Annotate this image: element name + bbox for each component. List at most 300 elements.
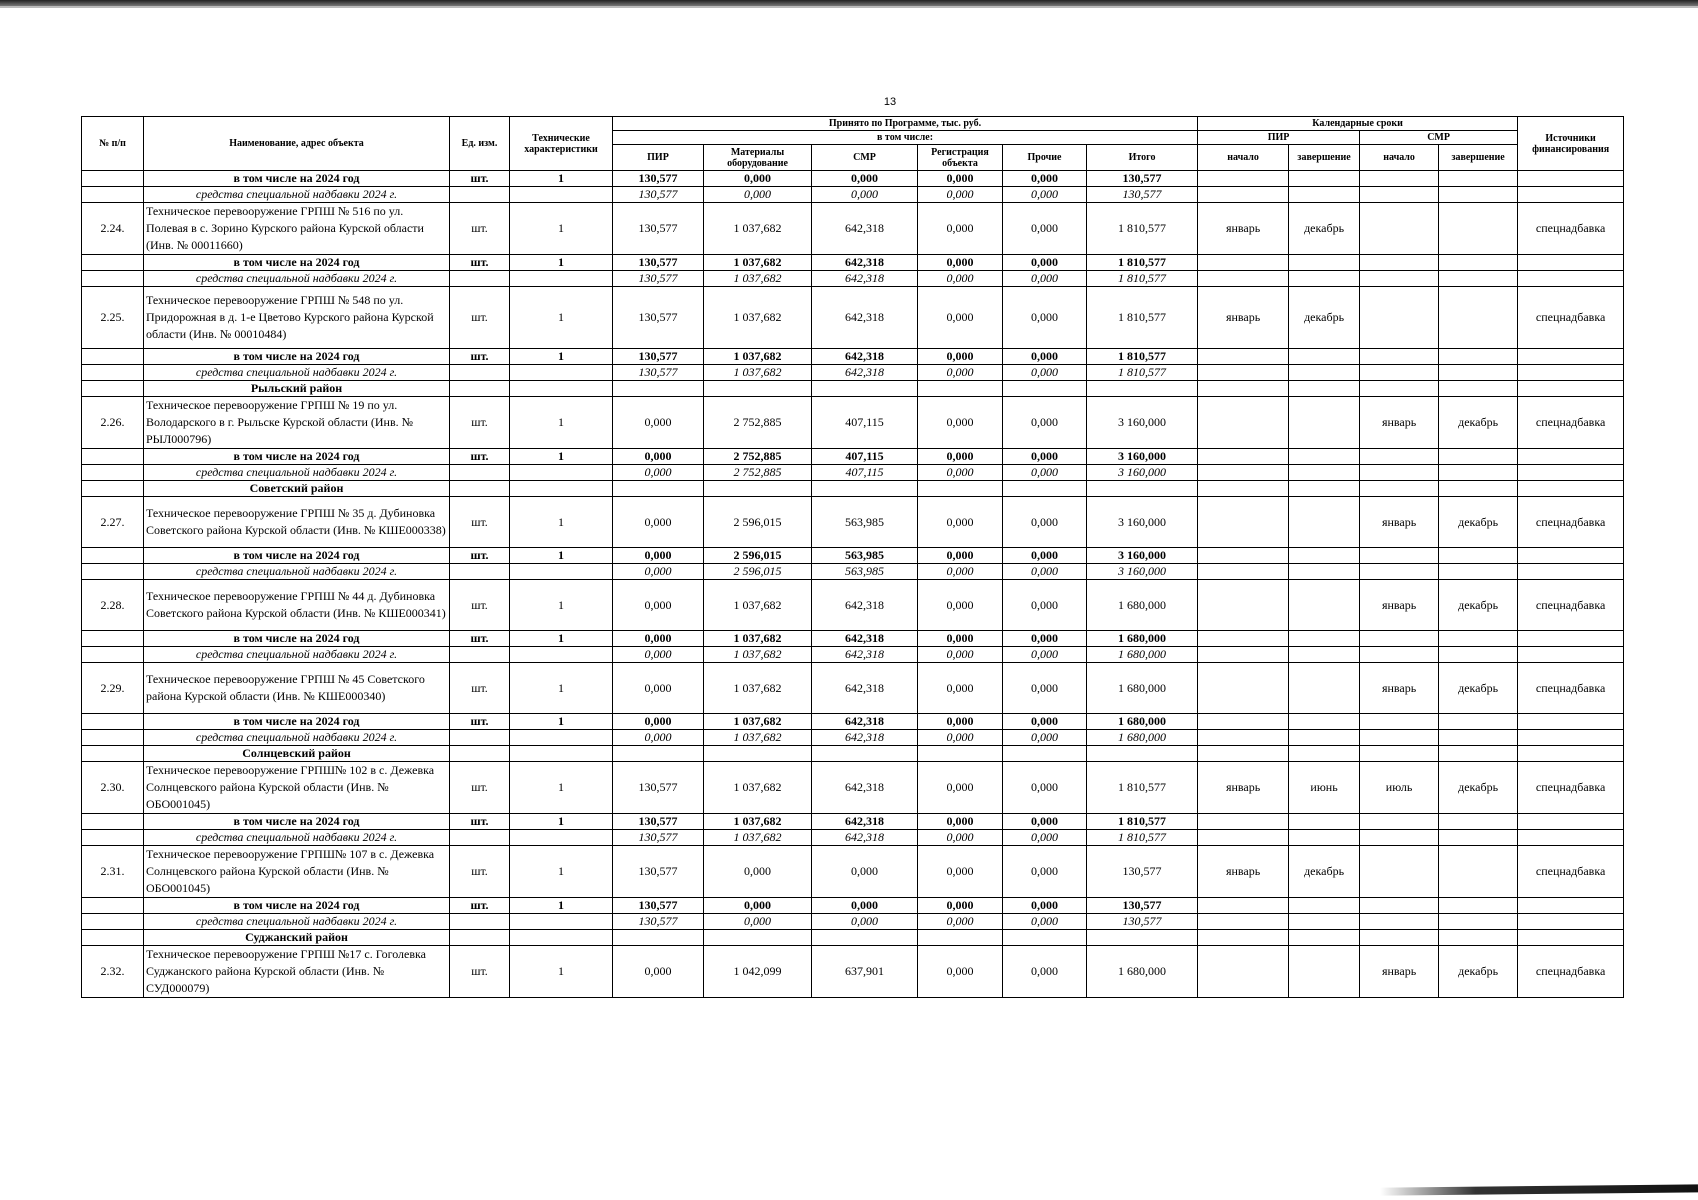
smr-end-cell: декабрь: [1439, 397, 1518, 449]
empty-cell: [1198, 187, 1289, 203]
empty-cell: [1518, 271, 1624, 287]
smr-cell: 637,901: [812, 946, 918, 998]
smr-cell: 642,318: [812, 255, 918, 271]
empty-cell: [1360, 187, 1439, 203]
tech-cell: 1: [510, 349, 613, 365]
empty-cell: [1360, 255, 1439, 271]
empty-cell: [82, 631, 144, 647]
smr-start-cell: [1360, 287, 1439, 349]
total-cell: 1 680,000: [1087, 663, 1198, 714]
materials-cell: 1 037,682: [704, 203, 812, 255]
other-cell: 0,000: [1003, 397, 1087, 449]
materials-cell: 0,000: [704, 846, 812, 898]
tech-cell: 1: [510, 397, 613, 449]
smr-end-cell: декабрь: [1439, 663, 1518, 714]
total-cell: 130,577: [1087, 898, 1198, 914]
pir-cell: 130,577: [613, 762, 704, 814]
empty-cell: [1518, 187, 1624, 203]
empty-cell: [82, 465, 144, 481]
empty-cell: [82, 914, 144, 930]
empty-cell: [1360, 564, 1439, 580]
materials-cell: 1 037,682: [704, 349, 812, 365]
special-surcharge-row: [82, 187, 1624, 203]
smr-cell: 407,115: [812, 449, 918, 465]
tech-cell: [510, 271, 613, 287]
smr-cell: 0,000: [812, 898, 918, 914]
row-number: 2.24.: [82, 203, 144, 255]
registration-cell: 0,000: [918, 465, 1003, 481]
object-name: Техническое перевооружение ГРПШ № 516 по ул. Полевая в с. Зорино Курского района Курской области (Инв. № 00011660): [144, 203, 450, 255]
total-cell: 3 160,000: [1087, 564, 1198, 580]
smr-end-cell: декабрь: [1439, 497, 1518, 548]
subtotal-label: средства специальной надбавки 2024 г.: [144, 914, 450, 930]
tech-cell: 1: [510, 171, 613, 187]
subtotal-label: средства специальной надбавки 2024 г.: [144, 647, 450, 663]
tech-cell: [510, 564, 613, 580]
program-table: [81, 116, 1624, 998]
total-cell: 1 810,577: [1087, 365, 1198, 381]
special-surcharge-row: [82, 730, 1624, 746]
special-surcharge-row: [82, 465, 1624, 481]
smr-cell: 0,000: [812, 846, 918, 898]
unit-cell: шт.: [450, 497, 510, 548]
empty-cell: [1289, 255, 1360, 271]
smr-cell: 642,318: [812, 814, 918, 830]
scan-edge-bottom: [1380, 1184, 1698, 1195]
empty-cell: [1198, 830, 1289, 846]
special-surcharge-row: [82, 647, 1624, 663]
source-cell: спецнадбавка: [1518, 663, 1624, 714]
tech-cell: [510, 187, 613, 203]
tech-cell: 1: [510, 287, 613, 349]
header-sources: Источники финансирования: [1518, 117, 1624, 171]
empty-cell: [1198, 365, 1289, 381]
empty-cell: [1003, 746, 1087, 762]
subtotal-label: средства специальной надбавки 2024 г.: [144, 830, 450, 846]
subtotal-label: в том числе на 2024 год: [144, 349, 450, 365]
empty-cell: [1439, 814, 1518, 830]
materials-cell: 2 752,885: [704, 449, 812, 465]
registration-cell: 0,000: [918, 548, 1003, 564]
materials-cell: 1 042,099: [704, 946, 812, 998]
subtotal-label: средства специальной надбавки 2024 г.: [144, 564, 450, 580]
object-name: Техническое перевооружение ГРПШ № 19 по ул. Володарского в г. Рыльске Курской области (Инв. № РЫЛ000796): [144, 397, 450, 449]
object-row: [82, 762, 1624, 814]
other-cell: 0,000: [1003, 647, 1087, 663]
empty-cell: [1518, 647, 1624, 663]
tech-cell: 1: [510, 762, 613, 814]
district-name: Солнцевский район: [144, 746, 450, 762]
pir-end-cell: декабрь: [1289, 203, 1360, 255]
pir-start-cell: [1198, 397, 1289, 449]
district-row: [82, 381, 1624, 397]
smr-end-cell: [1439, 287, 1518, 349]
empty-cell: [450, 746, 510, 762]
other-cell: 0,000: [1003, 271, 1087, 287]
empty-cell: [450, 381, 510, 397]
other-cell: 0,000: [1003, 171, 1087, 187]
unit-cell: шт.: [450, 397, 510, 449]
empty-cell: [1289, 171, 1360, 187]
empty-cell: [82, 930, 144, 946]
smr-cell: 0,000: [812, 187, 918, 203]
empty-cell: [1360, 830, 1439, 846]
pir-end-cell: [1289, 580, 1360, 631]
smr-cell: 642,318: [812, 631, 918, 647]
total-cell: 1 810,577: [1087, 830, 1198, 846]
district-name: Советский район: [144, 481, 450, 497]
district-row: [82, 481, 1624, 497]
unit-cell: шт.: [450, 287, 510, 349]
empty-cell: [1518, 365, 1624, 381]
empty-cell: [1087, 930, 1198, 946]
pir-end-cell: [1289, 397, 1360, 449]
total-cell: 1 810,577: [1087, 814, 1198, 830]
pir-end-cell: декабрь: [1289, 846, 1360, 898]
empty-cell: [1289, 898, 1360, 914]
year-subtotal-row: [82, 714, 1624, 730]
total-cell: 1 810,577: [1087, 255, 1198, 271]
other-cell: 0,000: [1003, 714, 1087, 730]
year-subtotal-row: [82, 814, 1624, 830]
year-subtotal-row: [82, 449, 1624, 465]
empty-cell: [1087, 481, 1198, 497]
total-cell: 1 680,000: [1087, 580, 1198, 631]
empty-cell: [1518, 564, 1624, 580]
unit-cell: шт.: [450, 714, 510, 730]
row-number: 2.28.: [82, 580, 144, 631]
empty-cell: [82, 898, 144, 914]
empty-cell: [613, 930, 704, 946]
empty-cell: [1518, 349, 1624, 365]
smr-cell: 563,985: [812, 564, 918, 580]
registration-cell: 0,000: [918, 580, 1003, 631]
empty-cell: [918, 746, 1003, 762]
empty-cell: [1518, 730, 1624, 746]
empty-cell: [1439, 548, 1518, 564]
empty-cell: [1289, 631, 1360, 647]
row-number: 2.25.: [82, 287, 144, 349]
object-row: [82, 397, 1624, 449]
materials-cell: 1 037,682: [704, 663, 812, 714]
empty-cell: [812, 930, 918, 946]
object-row: [82, 287, 1624, 349]
empty-cell: [704, 930, 812, 946]
empty-cell: [1439, 255, 1518, 271]
empty-cell: [1518, 914, 1624, 930]
district-row: [82, 746, 1624, 762]
empty-cell: [1518, 814, 1624, 830]
unit-cell: шт.: [450, 946, 510, 998]
registration-cell: 0,000: [918, 898, 1003, 914]
empty-cell: [1289, 381, 1360, 397]
row-number: 2.29.: [82, 663, 144, 714]
unit-cell: шт.: [450, 762, 510, 814]
header-pir: ПИР: [613, 145, 704, 171]
header-cal-smr: СМР: [1360, 131, 1518, 145]
header-including: в том числе:: [613, 131, 1198, 145]
table-body: [82, 117, 1624, 998]
empty-cell: [1439, 171, 1518, 187]
object-name: Техническое перевооружение ГРПШ№ 107 в с. Дежевка Солнцевского района Курской области (Инв. № ОБО001045): [144, 846, 450, 898]
object-name: Техническое перевооружение ГРПШ№ 102 в с. Дежевка Солнцевского района Курской области (Инв. № ОБО001045): [144, 762, 450, 814]
tech-cell: [510, 647, 613, 663]
empty-cell: [82, 449, 144, 465]
materials-cell: 1 037,682: [704, 830, 812, 846]
registration-cell: 0,000: [918, 946, 1003, 998]
empty-cell: [1198, 271, 1289, 287]
empty-cell: [1289, 349, 1360, 365]
pir-cell: 130,577: [613, 814, 704, 830]
materials-cell: 0,000: [704, 914, 812, 930]
other-cell: 0,000: [1003, 548, 1087, 564]
subtotal-label: средства специальной надбавки 2024 г.: [144, 730, 450, 746]
empty-cell: [1198, 647, 1289, 663]
header-name: Наименование, адрес объекта: [144, 117, 450, 171]
empty-cell: [1439, 449, 1518, 465]
empty-cell: [1439, 647, 1518, 663]
empty-cell: [1518, 449, 1624, 465]
empty-cell: [1198, 349, 1289, 365]
unit-cell: шт.: [450, 631, 510, 647]
empty-cell: [82, 349, 144, 365]
unit-cell: [450, 647, 510, 663]
materials-cell: 2 752,885: [704, 397, 812, 449]
pir-start-cell: [1198, 497, 1289, 548]
smr-start-cell: июль: [1360, 762, 1439, 814]
empty-cell: [1439, 187, 1518, 203]
other-cell: 0,000: [1003, 449, 1087, 465]
pir-end-cell: [1289, 497, 1360, 548]
materials-cell: 1 037,682: [704, 580, 812, 631]
registration-cell: 0,000: [918, 830, 1003, 846]
empty-cell: [82, 381, 144, 397]
source-cell: спецнадбавка: [1518, 846, 1624, 898]
header-registration: Регистрация объекта: [918, 145, 1003, 171]
empty-cell: [510, 381, 613, 397]
empty-cell: [1518, 465, 1624, 481]
header-row-1: [82, 117, 1624, 131]
pir-cell: 130,577: [613, 203, 704, 255]
pir-cell: 130,577: [613, 271, 704, 287]
materials-cell: 1 037,682: [704, 647, 812, 663]
registration-cell: 0,000: [918, 564, 1003, 580]
empty-cell: [1360, 814, 1439, 830]
header-smr-start: начало: [1360, 145, 1439, 171]
pir-cell: 130,577: [613, 365, 704, 381]
registration-cell: 0,000: [918, 846, 1003, 898]
empty-cell: [1518, 255, 1624, 271]
smr-cell: 407,115: [812, 465, 918, 481]
empty-cell: [1518, 481, 1624, 497]
pir-cell: 130,577: [613, 898, 704, 914]
smr-end-cell: декабрь: [1439, 946, 1518, 998]
pir-cell: 130,577: [613, 349, 704, 365]
unit-cell: [450, 365, 510, 381]
empty-cell: [1198, 898, 1289, 914]
empty-cell: [1360, 481, 1439, 497]
header-materials: Материалы оборудование: [704, 145, 812, 171]
smr-cell: 642,318: [812, 365, 918, 381]
empty-cell: [1198, 171, 1289, 187]
empty-cell: [1518, 746, 1624, 762]
year-subtotal-row: [82, 255, 1624, 271]
header-smr-end: завершение: [1439, 145, 1518, 171]
other-cell: 0,000: [1003, 349, 1087, 365]
other-cell: 0,000: [1003, 287, 1087, 349]
pir-cell: 0,000: [613, 730, 704, 746]
tech-cell: 1: [510, 663, 613, 714]
source-cell: спецнадбавка: [1518, 287, 1624, 349]
tech-cell: 1: [510, 814, 613, 830]
pir-end-cell: [1289, 946, 1360, 998]
tech-cell: 1: [510, 548, 613, 564]
empty-cell: [1439, 465, 1518, 481]
other-cell: 0,000: [1003, 465, 1087, 481]
tech-cell: [510, 830, 613, 846]
smr-cell: 642,318: [812, 349, 918, 365]
subtotal-label: в том числе на 2024 год: [144, 898, 450, 914]
total-cell: 1 680,000: [1087, 714, 1198, 730]
year-subtotal-row: [82, 171, 1624, 187]
tech-cell: 1: [510, 203, 613, 255]
smr-cell: 642,318: [812, 287, 918, 349]
pir-cell: 130,577: [613, 287, 704, 349]
other-cell: 0,000: [1003, 946, 1087, 998]
year-subtotal-row: [82, 898, 1624, 914]
empty-cell: [82, 647, 144, 663]
empty-cell: [812, 746, 918, 762]
scan-edge-top-shadow: [0, 6, 1698, 8]
pir-cell: 130,577: [613, 187, 704, 203]
empty-cell: [918, 930, 1003, 946]
other-cell: 0,000: [1003, 365, 1087, 381]
pir-cell: 0,000: [613, 631, 704, 647]
total-cell: 3 160,000: [1087, 449, 1198, 465]
district-row: [82, 930, 1624, 946]
empty-cell: [82, 171, 144, 187]
empty-cell: [82, 255, 144, 271]
materials-cell: 0,000: [704, 187, 812, 203]
unit-cell: шт.: [450, 580, 510, 631]
subtotal-label: в том числе на 2024 год: [144, 548, 450, 564]
empty-cell: [450, 930, 510, 946]
empty-cell: [1518, 898, 1624, 914]
pir-start-cell: январь: [1198, 846, 1289, 898]
materials-cell: 1 037,682: [704, 271, 812, 287]
subtotal-label: средства специальной надбавки 2024 г.: [144, 187, 450, 203]
empty-cell: [1003, 930, 1087, 946]
pir-cell: 130,577: [613, 171, 704, 187]
smr-cell: 0,000: [812, 171, 918, 187]
empty-cell: [613, 481, 704, 497]
empty-cell: [1360, 746, 1439, 762]
pir-cell: 0,000: [613, 663, 704, 714]
registration-cell: 0,000: [918, 271, 1003, 287]
empty-cell: [1439, 564, 1518, 580]
empty-cell: [82, 730, 144, 746]
special-surcharge-row: [82, 830, 1624, 846]
source-cell: спецнадбавка: [1518, 946, 1624, 998]
empty-cell: [1003, 481, 1087, 497]
pir-cell: 0,000: [613, 397, 704, 449]
smr-cell: 407,115: [812, 397, 918, 449]
pir-start-cell: январь: [1198, 762, 1289, 814]
subtotal-label: в том числе на 2024 год: [144, 631, 450, 647]
empty-cell: [1198, 465, 1289, 481]
empty-cell: [82, 481, 144, 497]
empty-cell: [1003, 381, 1087, 397]
empty-cell: [1518, 381, 1624, 397]
pir-cell: 130,577: [613, 914, 704, 930]
registration-cell: 0,000: [918, 365, 1003, 381]
subtotal-label: в том числе на 2024 год: [144, 255, 450, 271]
total-cell: 130,577: [1087, 171, 1198, 187]
object-name: Техническое перевооружение ГРПШ № 44 д. Дубиновка Советского района Курской области (Инв. № КШЕ000341): [144, 580, 450, 631]
total-cell: 1 810,577: [1087, 271, 1198, 287]
empty-cell: [1289, 914, 1360, 930]
registration-cell: 0,000: [918, 171, 1003, 187]
object-name: Техническое перевооружение ГРПШ №17 с. Гоголевка Суджанского района Курской области (Инв. № СУД000079): [144, 946, 450, 998]
row-number: 2.27.: [82, 497, 144, 548]
smr-end-cell: [1439, 203, 1518, 255]
object-row: [82, 663, 1624, 714]
empty-cell: [1198, 730, 1289, 746]
other-cell: 0,000: [1003, 663, 1087, 714]
total-cell: 130,577: [1087, 846, 1198, 898]
unit-cell: шт.: [450, 846, 510, 898]
special-surcharge-row: [82, 365, 1624, 381]
pir-start-cell: январь: [1198, 287, 1289, 349]
other-cell: 0,000: [1003, 497, 1087, 548]
page-number: 13: [883, 96, 897, 108]
registration-cell: 0,000: [918, 255, 1003, 271]
other-cell: 0,000: [1003, 914, 1087, 930]
empty-cell: [1087, 746, 1198, 762]
pir-end-cell: декабрь: [1289, 287, 1360, 349]
materials-cell: 1 037,682: [704, 714, 812, 730]
pir-cell: 0,000: [613, 580, 704, 631]
smr-end-cell: декабрь: [1439, 580, 1518, 631]
header-smr: СМР: [812, 145, 918, 171]
empty-cell: [1439, 271, 1518, 287]
empty-cell: [1518, 930, 1624, 946]
registration-cell: 0,000: [918, 287, 1003, 349]
unit-cell: шт.: [450, 349, 510, 365]
other-cell: 0,000: [1003, 898, 1087, 914]
unit-cell: [450, 830, 510, 846]
empty-cell: [1289, 449, 1360, 465]
registration-cell: 0,000: [918, 714, 1003, 730]
unit-cell: [450, 914, 510, 930]
empty-cell: [1289, 365, 1360, 381]
empty-cell: [1439, 898, 1518, 914]
unit-cell: [450, 187, 510, 203]
pir-cell: 0,000: [613, 465, 704, 481]
registration-cell: 0,000: [918, 914, 1003, 930]
tech-cell: 1: [510, 898, 613, 914]
tech-cell: [510, 730, 613, 746]
empty-cell: [1439, 349, 1518, 365]
header-other: Прочие: [1003, 145, 1087, 171]
empty-cell: [1360, 631, 1439, 647]
empty-cell: [1360, 647, 1439, 663]
empty-cell: [1518, 631, 1624, 647]
empty-cell: [1198, 255, 1289, 271]
empty-cell: [1360, 349, 1439, 365]
smr-start-cell: [1360, 203, 1439, 255]
registration-cell: 0,000: [918, 730, 1003, 746]
